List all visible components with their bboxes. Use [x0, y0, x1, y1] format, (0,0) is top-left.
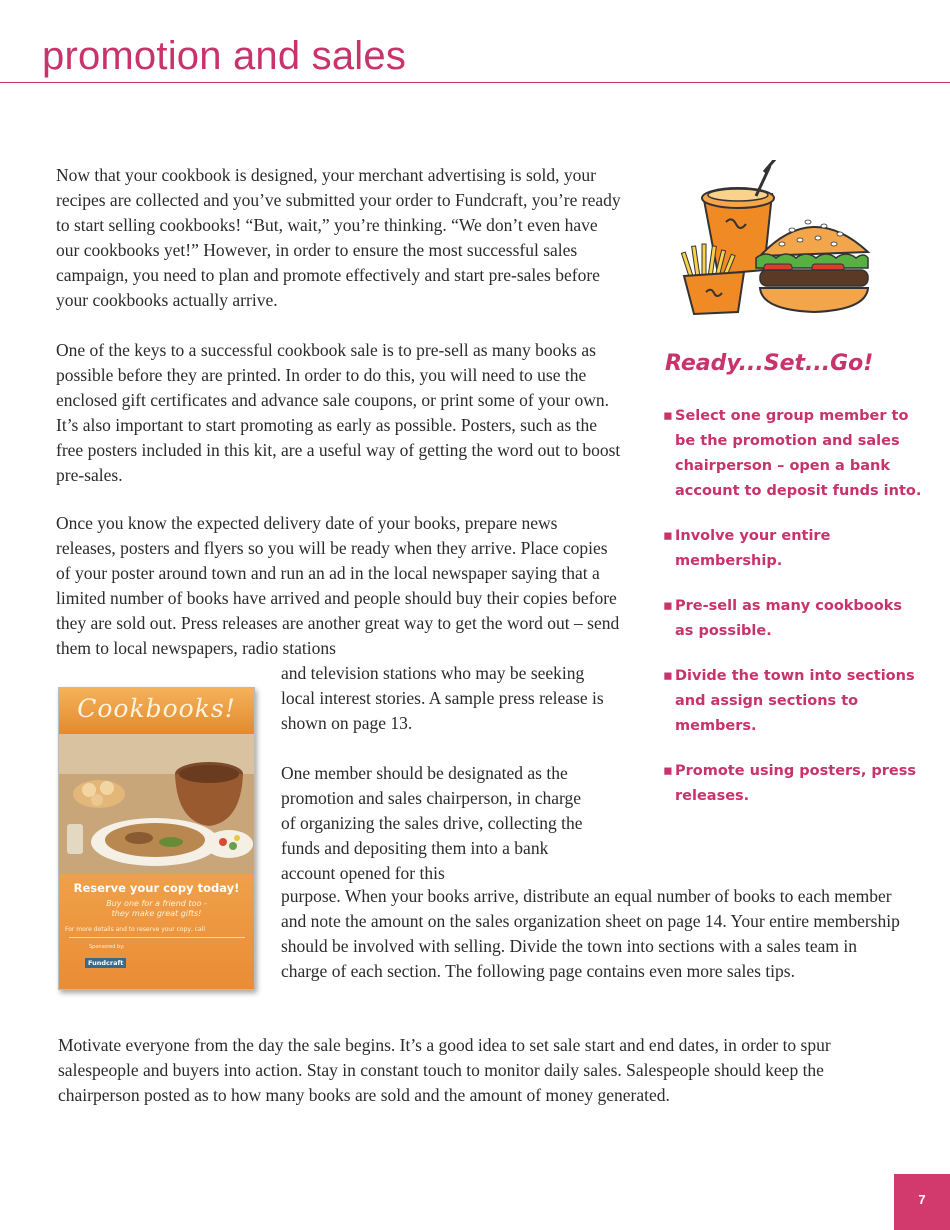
- checklist-item: ▪ Involve your entire membership.: [665, 524, 925, 574]
- poster-header: [59, 688, 254, 734]
- checklist-item: ▪ Select one group member to be the promotion and sales chairperson – open a bank account to deposit funds into.: [665, 404, 925, 504]
- poster-reserve-text: Reserve your copy today!: [73, 881, 240, 895]
- fast-food-illustration: [672, 160, 882, 320]
- motivate-paragraph: Motivate everyone from the day the sale begins. It’s a good idea to set sale start and end dates, in order to spur salespeople and buyers into action. Stay in constant touch to monitor daily sales. Salespeople should keep the chairperson posted as to how many books are sold and the amount of money generated.: [58, 1035, 831, 1105]
- poster-footer: [59, 874, 254, 990]
- fundcraft-logo: Fundcraft: [85, 958, 126, 968]
- sidebar-heading: Ready...Set...Go!: [665, 351, 874, 376]
- sidebar-checklist: [665, 404, 925, 829]
- poster-sponsor-text: Sponsored by:: [89, 944, 125, 950]
- food-photo: [59, 734, 255, 874]
- title-divider: [0, 82, 950, 83]
- page-number: 7: [894, 1174, 950, 1230]
- poster-details-text: For more details and to reserve your copy, call: [65, 926, 206, 933]
- poster-frame: [58, 687, 255, 990]
- delivery-paragraph: Once you know the expected delivery date of your books, prepare news releases, posters and flyers so you will be ready when they arrive. Place copies of your poster around town and run an ad in the local newspaper saying that a limited number of books have arrived and people should buy their copies before they are sold out. Press releases are another great way to get the word out – send them to local newspapers, radio stations: [56, 513, 620, 658]
- chairperson-paragraph-continued: purpose. When your books arrive, distribute an equal number of books to each member and note the amount on the sales organization sheet on page 14. Your entire membership should be involved with selling. Divide the town into sections with a sales team in charge of each section. The following page contains even more sales tips.: [281, 886, 900, 981]
- poster-divider: [69, 937, 245, 938]
- presell-paragraph: One of the keys to a successful cookbook sale is to pre-sell as many books as possible before they are printed. In order to do this, you will need to use the enclosed gift certificates and advance sale coupons, or print some of your own. It’s also important to start promoting as early as possible. Posters, such as the free posters included in this kit, are a useful way of getting the word out to boost pre-sales.: [56, 340, 621, 485]
- delivery-paragraph-continued: and television stations who may be seeking local interest stories. A sample press release is shown on page 13.: [281, 663, 604, 733]
- checklist-item: ▪ Pre-sell as many cookbooks as possible.: [665, 594, 925, 644]
- checklist-item: ▪ Divide the town into sections and assign sections to members.: [665, 664, 925, 739]
- poster-gift-text: Buy one for a friend too - they make great gifts!: [106, 899, 207, 918]
- cookbooks-poster: [58, 687, 255, 990]
- poster-title: Cookbooks!: [77, 694, 236, 723]
- page-title: promotion and sales: [42, 34, 407, 78]
- chairperson-paragraph: One member should be designated as the promotion and sales chairperson, in charge of organizing the sales drive, collecting the funds and depositing them into a bank account opened for this: [281, 763, 583, 883]
- checklist-item: ▪ Promote using posters, press releases.: [665, 759, 925, 809]
- intro-paragraph: Now that your cookbook is designed, your merchant advertising is sold, your recipes are collected and you’ve submitted your order to Fundcraft, you’re ready to start selling cookbooks! “But, wait,” you’re thinking. “We don’t even have our cookbooks yet!” However, in order to ensure the most successful sales campaign, you need to plan and promote effectively and start pre-sales before your cookbooks actually arrive.: [56, 165, 621, 310]
